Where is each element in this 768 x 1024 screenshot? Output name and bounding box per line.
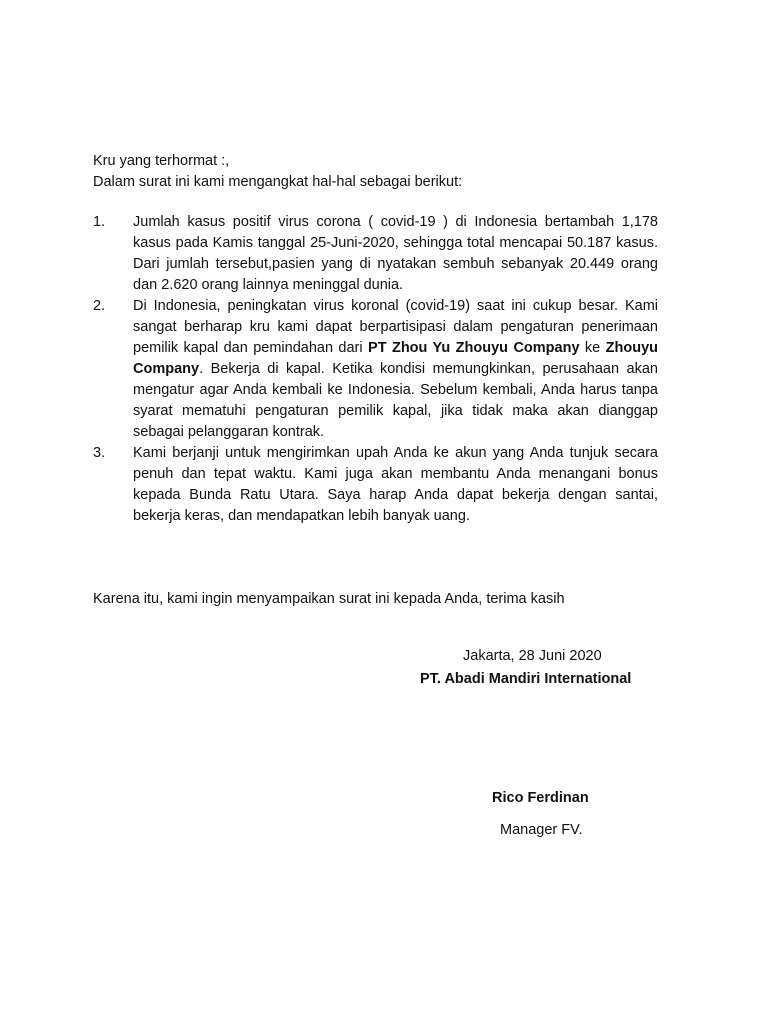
list-number: 3. xyxy=(93,445,106,461)
list-item-text: Jumlah kasus positif virus corona ( covid-19 ) di Indonesia bertambah 1,178 kasus pada Kamis tanggal 25-Juni-2020, sehingga total mencapai 50.187 kasus. Dari jumlah tersebut,pasien yang di nyatakan sembuh sebanyak 20.449 orang dan 2.620 orang lainnya meninggal dunia. xyxy=(133,214,658,293)
company-name: PT. Abadi Mandiri International xyxy=(420,671,632,687)
list-item-text: Kami berjanji untuk mengirimkan upah Anda ke akun yang Anda tunjuk secara penuh dan tepat waktu. Kami juga akan membantu Anda menangani bonus kepada Bunda Ratu Utara. Saya harap Anda dapat bekerja dengan santai, bekerja keras, dan mendapatkan lebih banyak uang. xyxy=(133,445,658,524)
list-number: 2. xyxy=(93,298,106,314)
intro-line: Dalam surat ini kami mengangkat hal-hal sebagai berikut: xyxy=(93,174,463,190)
points-list xyxy=(93,212,658,527)
list-item-text-part: Di Indonesia, peningkatan virus koronal (covid-19) saat ini cukup besar. Kami sangat berharap kru kami dapat berpartisipasi dalam pengaturan penerimaan pemilik kapal dan pemindahan dari xyxy=(133,298,658,356)
list-item-text-part: . Bekerja di kapal. Ketika kondisi memungkinkan, perusahaan akan mengatur agar Anda kembali ke Indonesia. Sebelum kembali, Anda harus tanpa syarat mematuhi pengaturan pemilik kapal, jika tidak maka akan dianggap sebagai pelanggaran kontrak. xyxy=(133,361,658,440)
list-item-text xyxy=(133,298,658,440)
list-item-text-part: ke xyxy=(579,340,606,356)
place-date: Jakarta, 28 Juni 2020 xyxy=(463,648,602,664)
list-item xyxy=(93,212,658,296)
company-name-bold: Zhouyu Company xyxy=(133,340,659,377)
greeting-line: Kru yang terhormat :, xyxy=(93,153,230,169)
list-number: 1. xyxy=(93,214,106,230)
signer-name: Rico Ferdinan xyxy=(492,790,589,806)
signer-title: Manager FV. xyxy=(500,822,583,838)
letter-salutation xyxy=(93,151,462,193)
list-item xyxy=(93,296,658,443)
closing-line: Karena itu, kami ingin menyampaikan surat ini kepada Anda, terima kasih xyxy=(93,591,565,607)
list-item xyxy=(93,443,658,527)
company-name-bold: PT Zhou Yu Zhouyu Company xyxy=(368,340,580,356)
